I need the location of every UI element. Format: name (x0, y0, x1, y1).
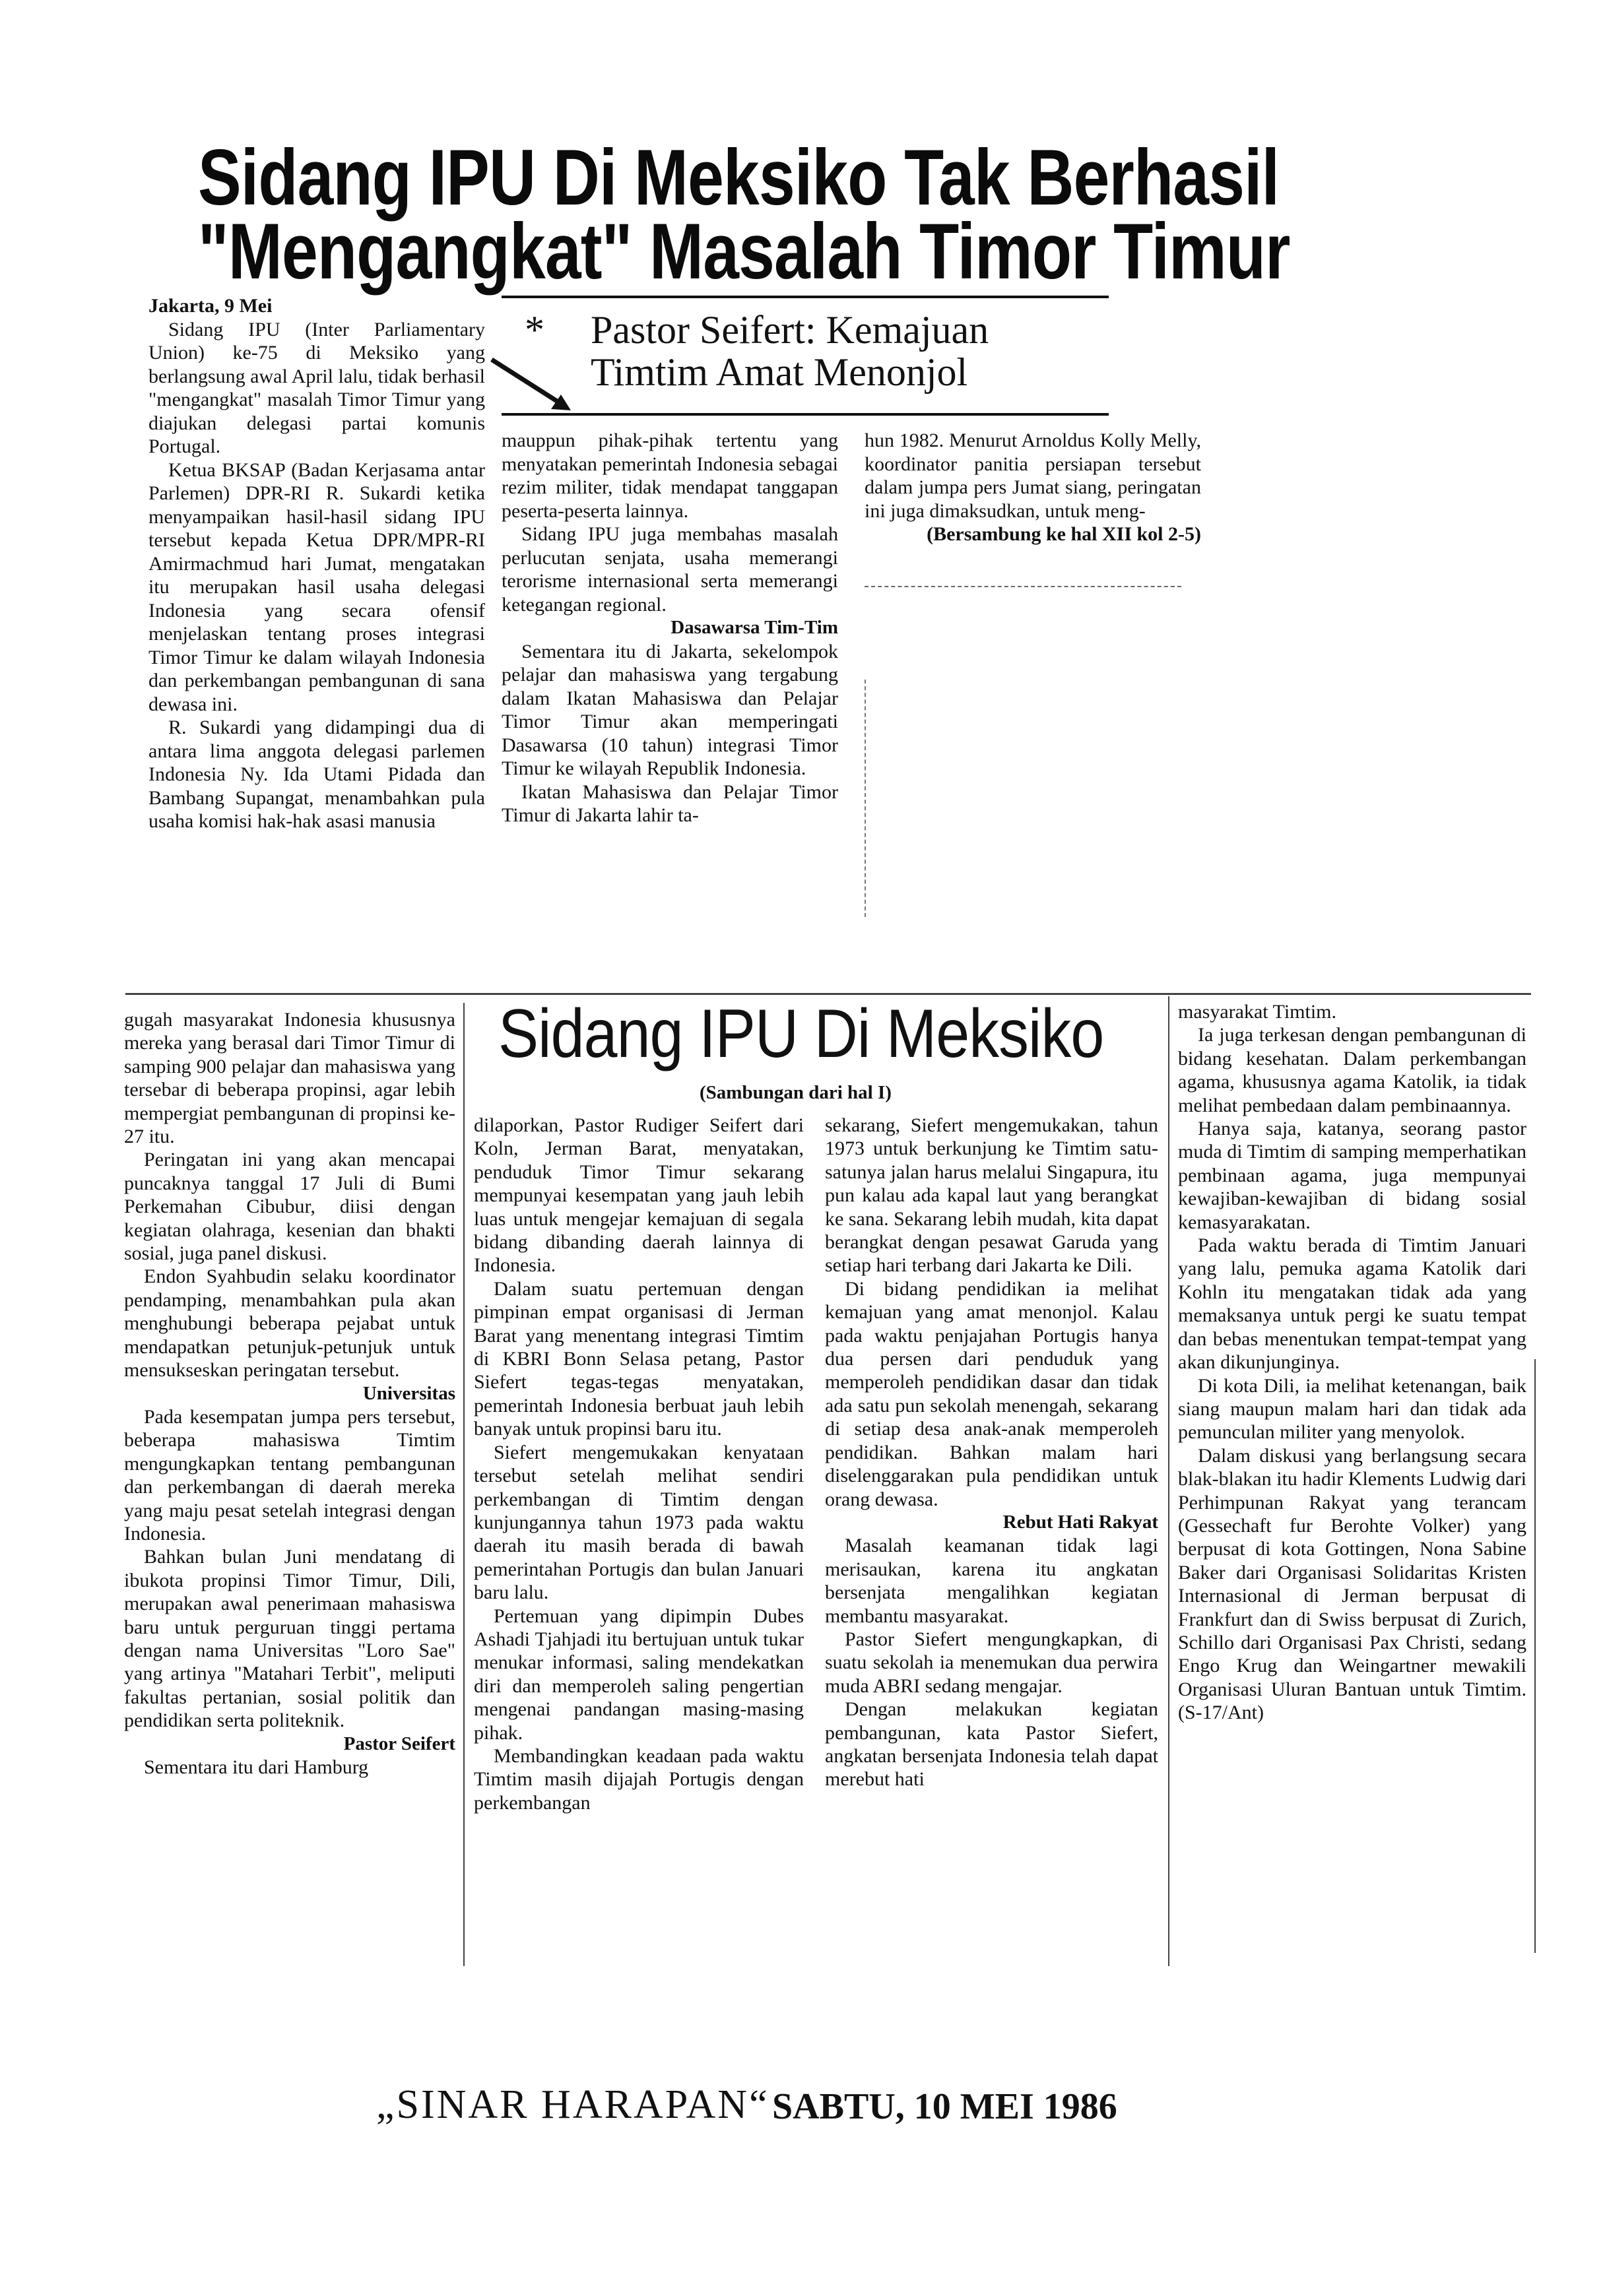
paragraph: Di kota Dili, ia melihat ketenangan, baik siang maupun malam hari dan tidak ada pemunculan militer yang menyolok. (1178, 1374, 1526, 1444)
right-edge-rule (1534, 1359, 1536, 1953)
article2-headline: Sidang IPU Di Meksiko (498, 996, 1104, 1072)
paragraph: Sementara itu di Jakarta, sekelompok pelajar dan mahasiswa yang tergabung dalam Ikatan Mahasiswa dan Pelajar Timor Timur akan memperingati Dasawarsa (10 tahun) integrasi Timor Timur ke wilayah Republik Indonesia. (502, 640, 838, 779)
continuation-note: (Sambungan dari hal I) (700, 1082, 892, 1103)
paragraph: sekarang, Siefert mengemukakan, tahun 1973 untuk berkunjung ke Timtim satu-satunya jalan harus melalui Singapura, itu pun kalau ada kapal laut yang berangkat ke sana. Sekarang lebih mudah, kita dapat berangkat dengan pesawat Garuda yang setiap hari terbang dari Jakarta ke Dili. (825, 1114, 1158, 1277)
dateline: Jakarta, 9 Mei (148, 295, 273, 317)
paragraph: Bahkan bulan Juni mendatang di ibukota propinsi Timor Timur, Dili, merupakan awal penerimaan mahasiswa baru untuk perguruan tinggi pertama dengan nama Universitas "Loro Sae" yang artinya "Matahari Terbit", meliputi fakultas pertanian, sosial politik dan pendidikan serta politeknik. (124, 1546, 455, 1732)
subhead-pastor-seifert: Pastor Seifert (343, 1733, 455, 1754)
paragraph: dilaporkan, Pastor Rudiger Seifert dari Koln, Jerman Barat, menyatakan, penduduk Timor Timur sekarang mempunyai kesempatan yang jauh lebih luas untuk mengejar kemajuan di segala bidang dibanding daerah lainnya di Indonesia. (474, 1114, 804, 1277)
newspaper-name: „SINAR HARAPAN“ (376, 2082, 770, 2127)
column-divider (1168, 996, 1169, 1966)
article2-column-4 (1178, 1000, 1526, 1725)
paragraph: Dengan melakukan kegiatan pembangunan, kata Pastor Siefert, angkatan bersenjata Indonesia telah dapat merebut hati (825, 1698, 1158, 1791)
paragraph: Hanya saja, katanya, seorang pastor muda di Timtim di samping memperhatikan pembinaan agama, juga mempunyai kewajiban-kewajiban di bidang sosial kemasyarakatan. (1178, 1118, 1526, 1233)
paragraph: Di bidang pendidikan ia melihat kemajuan yang amat menonjol. Kalau pada waktu penjajahan Portugis hanya dua persen dari penduduk yang memperoleh pendidikan dasar dan tidak ada satu pun sekolah menengah, sekarang di setiap desa anak-anak memperoleh pendidikan. Bahkan malam hari diselenggarakan pula pendidikan untuk orang dewasa. (825, 1277, 1158, 1510)
paragraph: Pastor Siefert mengungkapkan, di suatu sekolah ia menemukan dua perwira muda ABRI sedang mengajar. (825, 1628, 1158, 1697)
paragraph: R. Sukardi yang didampingi dua di antara lima anggota delegasi parlemen Indonesia Ny. Ida Utami Pidada dan Bambang Supangat, menambahkan pula usaha komisi hak-hak asasi manusia (148, 717, 485, 832)
paragraph: Ikatan Mahasiswa dan Pelajar Timor Timur di Jakarta lahir ta- (502, 781, 838, 826)
article2-column-3 (825, 1114, 1158, 1791)
issue-date: SABTU, 10 MEI 1986 (772, 2086, 1117, 2127)
article2-column-1 (124, 1008, 455, 1779)
pullquote-line2: Timtim Amat Menonjol (591, 350, 968, 394)
paragraph: hun 1982. Menurut Arnoldus Kolly Melly, koordinator panitia persiapan tersebut dalam jumpa pers Jumat siang, peringatan ini juga dimaksudkan, untuk meng- (865, 430, 1201, 522)
paragraph: Pada waktu berada di Timtim Januari yang lalu, pemuka agama Katolik dari Kohln itu mengatakan tidak ada yang memaksanya untuk pergi ke suatu tempat dan bebas menentukan tempat-tempat yang akan dikunjunginya. (1178, 1234, 1526, 1374)
continued-rule (865, 586, 1181, 587)
article1-column-2 (502, 429, 838, 827)
paragraph: Sementara itu dari Hamburg (144, 1756, 369, 1778)
subhead-dasawarsa: Dasawarsa Tim-Tim (671, 617, 838, 638)
paragraph: Dalam suatu pertemuan dengan pimpinan empat organisasi di Jerman Barat yang menentang integrasi Timtim di KBRI Bonn Selasa petang, Pastor Siefert tegas-tegas menyatakan, pemerintah Indonesia berbuat jauh lebih banyak untuk propinsi baru itu. (474, 1277, 804, 1440)
paragraph: Dalam diskusi yang berlangsung secara blak-blakan itu hadir Klements Ludwig dari Perhimpunan Rakyat yang terancam (Gessechaft fur Berohte Volker) yang berpusat di kota Gottingen, Nona Sabine Baker dari Organisasi Solidaritas Kristen Internasional di Jerman berpusat di Frankfurt dan di Swiss berpusat di Zurich, Schillo dari Organisasi Pax Christi, sedang Engo Krug dan Weingartner mewakili Organisasi Uluran Bantuan untuk Timtim. (S-17/Ant) (1178, 1444, 1526, 1724)
paragraph: gugah masyarakat Indonesia khususnya mereka yang berasal dari Timor Timur di samping 900 pelajar dan mahasiswa yang tersebar di beberapa propinsi, agar lebih mempergiat pembangunan di propinsi ke-27 itu. (124, 1009, 455, 1148)
column-divider (865, 680, 866, 917)
continued-note: (Bersambung ke hal XII kol 2-5) (927, 523, 1201, 545)
pullquote-bottom-rule (502, 413, 1109, 416)
subhead-universitas: Universitas (362, 1382, 455, 1404)
paragraph: Siefert mengemukakan kenyataan tersebut setelah melihat sendiri perkembangan di Timtim dengan kunjungannya tahun 1973 pada waktu daerah itu masih berada di bawah pemerintahan Portugis dan bulan Januari baru lalu. (474, 1441, 804, 1604)
subhead-rebut-hati-rakyat: Rebut Hati Rakyat (1002, 1511, 1158, 1533)
paragraph: Peringatan ini yang akan mencapai puncaknya tanggal 17 Juli di Bumi Perkemahan Cibubur, diisi dengan kegiatan olahraga, kesenian dan bhakti sosial, juga panel diskusi. (124, 1149, 455, 1265)
paragraph: Pada kesempatan jumpa pers tersebut, beberapa mahasiswa Timtim mengungkapkan tentang pembangunan dan perkembangan di daerah mereka yang maju pesat setelah integrasi dengan Indonesia. (124, 1405, 455, 1545)
paragraph: Sidang IPU (Inter Parliamentary Union) ke-75 di Meksiko yang berlangsung awal April lalu, tidak berhasil "mengangkat" masalah Timor Timur yang diajukan delegasi partai komunis Portugal. (148, 318, 485, 457)
paragraph: masyarakat Timtim. (1178, 1001, 1336, 1023)
paragraph: Membandingkan keadaan pada waktu Timtim masih dijajah Portugis dengan perkembangan (474, 1744, 804, 1814)
paragraph: Endon Syahbudin selaku koordinator pendamping, menambahkan pula akan menghubungi beberapa pejabat untuk mendapatkan petunjuk-petunjuk untuk mensukseskan peringatan tersebut. (124, 1265, 455, 1382)
section-separator (125, 993, 1531, 995)
article1-headline-line1: Sidang IPU Di Meksiko Tak Berhasil (198, 133, 1280, 222)
article2-column-2 (474, 1114, 804, 1814)
column-divider (463, 1003, 465, 1966)
article1-column-3 (865, 429, 1201, 546)
paragraph: Sidang IPU juga membahas masalah perlucutan senjata, usaha memerangi terorisme internasional serta memerangi ketegangan regional. (502, 523, 838, 616)
pullquote-line1: Pastor Seifert: Kemajuan (591, 308, 989, 352)
paragraph: Ia juga terkesan dengan pembangunan di bidang kesehatan. Dalam perkembangan agama, khususnya agama Katolik, ia tidak melihat pembedaan dalam pembinaannya. (1178, 1024, 1526, 1116)
arrow-icon (488, 356, 574, 416)
paragraph: Ketua BKSAP (Badan Kerjasama antar Parlemen) DPR-RI R. Sukardi ketika menyampaikan hasil-hasil sidang IPU tersebut kepada Ketua DPR/MPR-RI Amirmachmud hari Jumat, mengatakan itu merupakan hasil usaha delegasi Indonesia yang secara ofensif menjelaskan tentang proses integrasi Timor Timur ke dalam wilayah Indonesia dan perkembangan pembangunan di sana dewasa ini. (148, 459, 485, 715)
article1-column-1 (148, 294, 485, 833)
paragraph: Masalah keamanan tidak lagi merisaukan, karena itu angkatan bersenjata mengalihkan kegiatan membantu masyarakat. (825, 1535, 1158, 1627)
paragraph: Pertemuan yang dipimpin Dubes Ashadi Tjahjadi itu bertujuan untuk tukar menukar informasi, saling mendekatkan diri dan memperoleh saling pengertian mengenai pandangan masing-masing pihak. (474, 1605, 804, 1744)
pullquote-star: * (525, 308, 544, 352)
paragraph: mauppun pihak-pihak tertentu yang menyatakan pemerintah Indonesia sebagai rezim militer, tidak mendapat tanggapan peserta-peserta lainnya. (502, 430, 838, 522)
pullquote-top-rule (502, 296, 1109, 298)
article1-headline-line2: "Mengangkat" Masalah Timor Timur (198, 207, 1290, 296)
